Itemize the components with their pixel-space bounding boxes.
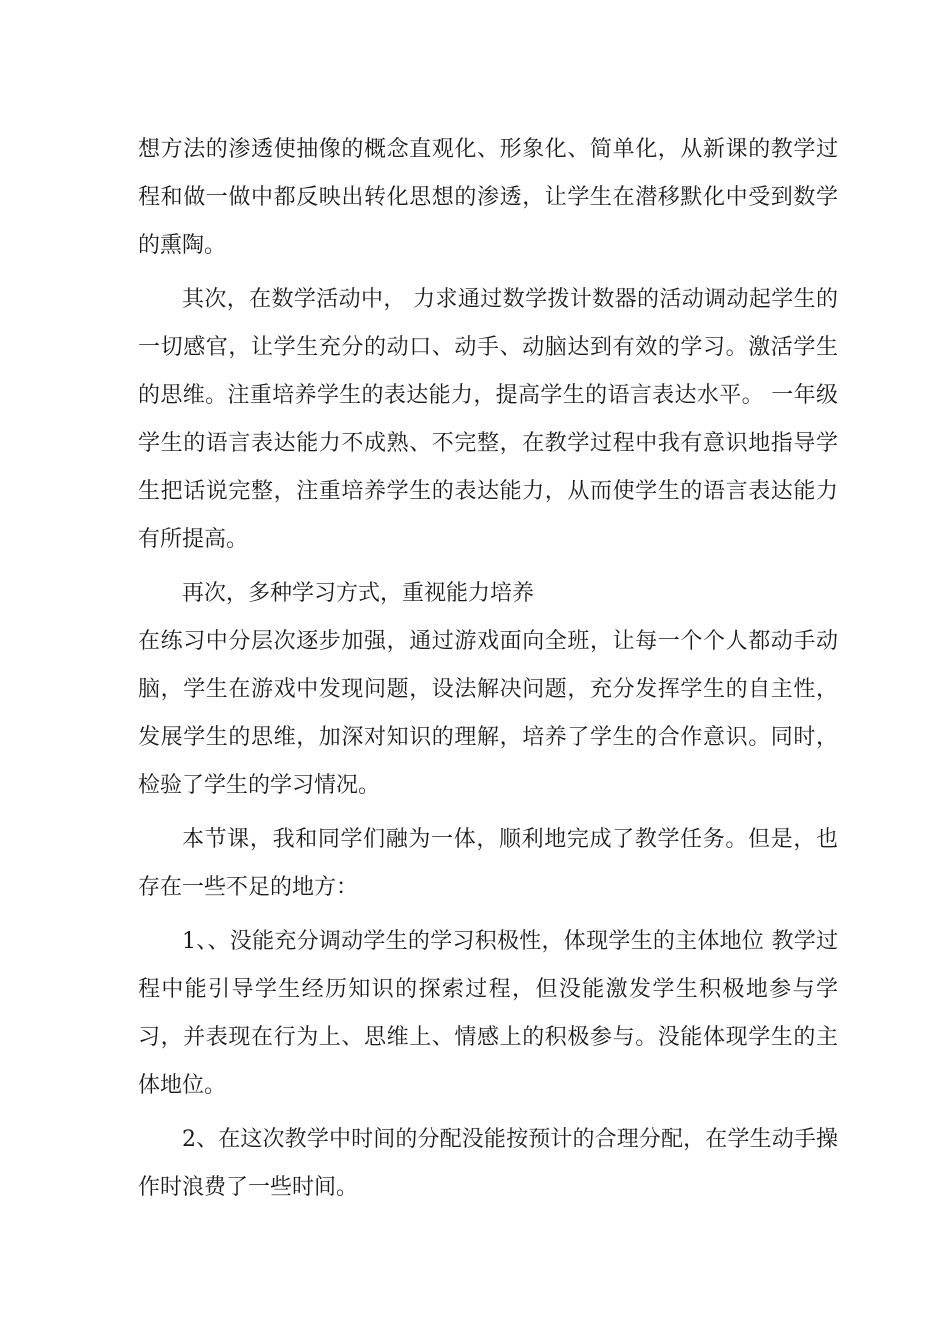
paragraph-practice: 在练习中分层次逐步加强，通过游戏面向全班，让每一个个人都动手动脑，学生在游戏中发现问题，设法解决问题，充分发挥学生的自主性，发展学生的思维，加深对知识的理解，培养了学生的合作意识。同时，检验了学生的学习情况。 [138,629,838,798]
document-body [138,126,838,1212]
paragraph-third-point-heading: 再次，多种学习方式，重视能力培养 [182,581,535,606]
paragraph-second-point: 其次，在数学活动中， 力求通过数学拨计数器的活动调动起学生的一切感官，让学生充分的动口、动手、动脑达到有效的学习。激活学生的思维。注重培养学生的表达能力，提高学生的语言表达水平。 一年级学生的语言表达能力不成熟、不完整，在教学过程中我有意识地指导学生把话说完整，注重培养学生的表达能力，从而使学生的语言表达能力有所提高。 [138,287,838,552]
paragraph-continuation: 想方法的渗透使抽像的概念直观化、形象化、简单化，从新课的教学过程和做一做中都反映出转化思想的渗透，让学生在潜移默化中受到数学的熏陶。 [138,137,838,258]
paragraph-shortcoming-1: 1、、没能充分调动学生的学习积极性，体现学生的主体地位 教学过程中能引导学生经历知识的探索过程，但没能激发学生积极地参与学习，并表现在行为上、思维上、情感上的积极参与。没能体现学生的主体地位。 [138,929,838,1098]
paragraph-summary: 本节课，我和同学们融为一体，顺利地完成了教学任务。但是，也存在一些不足的地方： [138,827,838,900]
paragraph-shortcoming-2: 2、在这次教学中时间的分配没能按预计的合理分配，在学生动手操作时浪费了一些时间。 [138,1127,838,1200]
